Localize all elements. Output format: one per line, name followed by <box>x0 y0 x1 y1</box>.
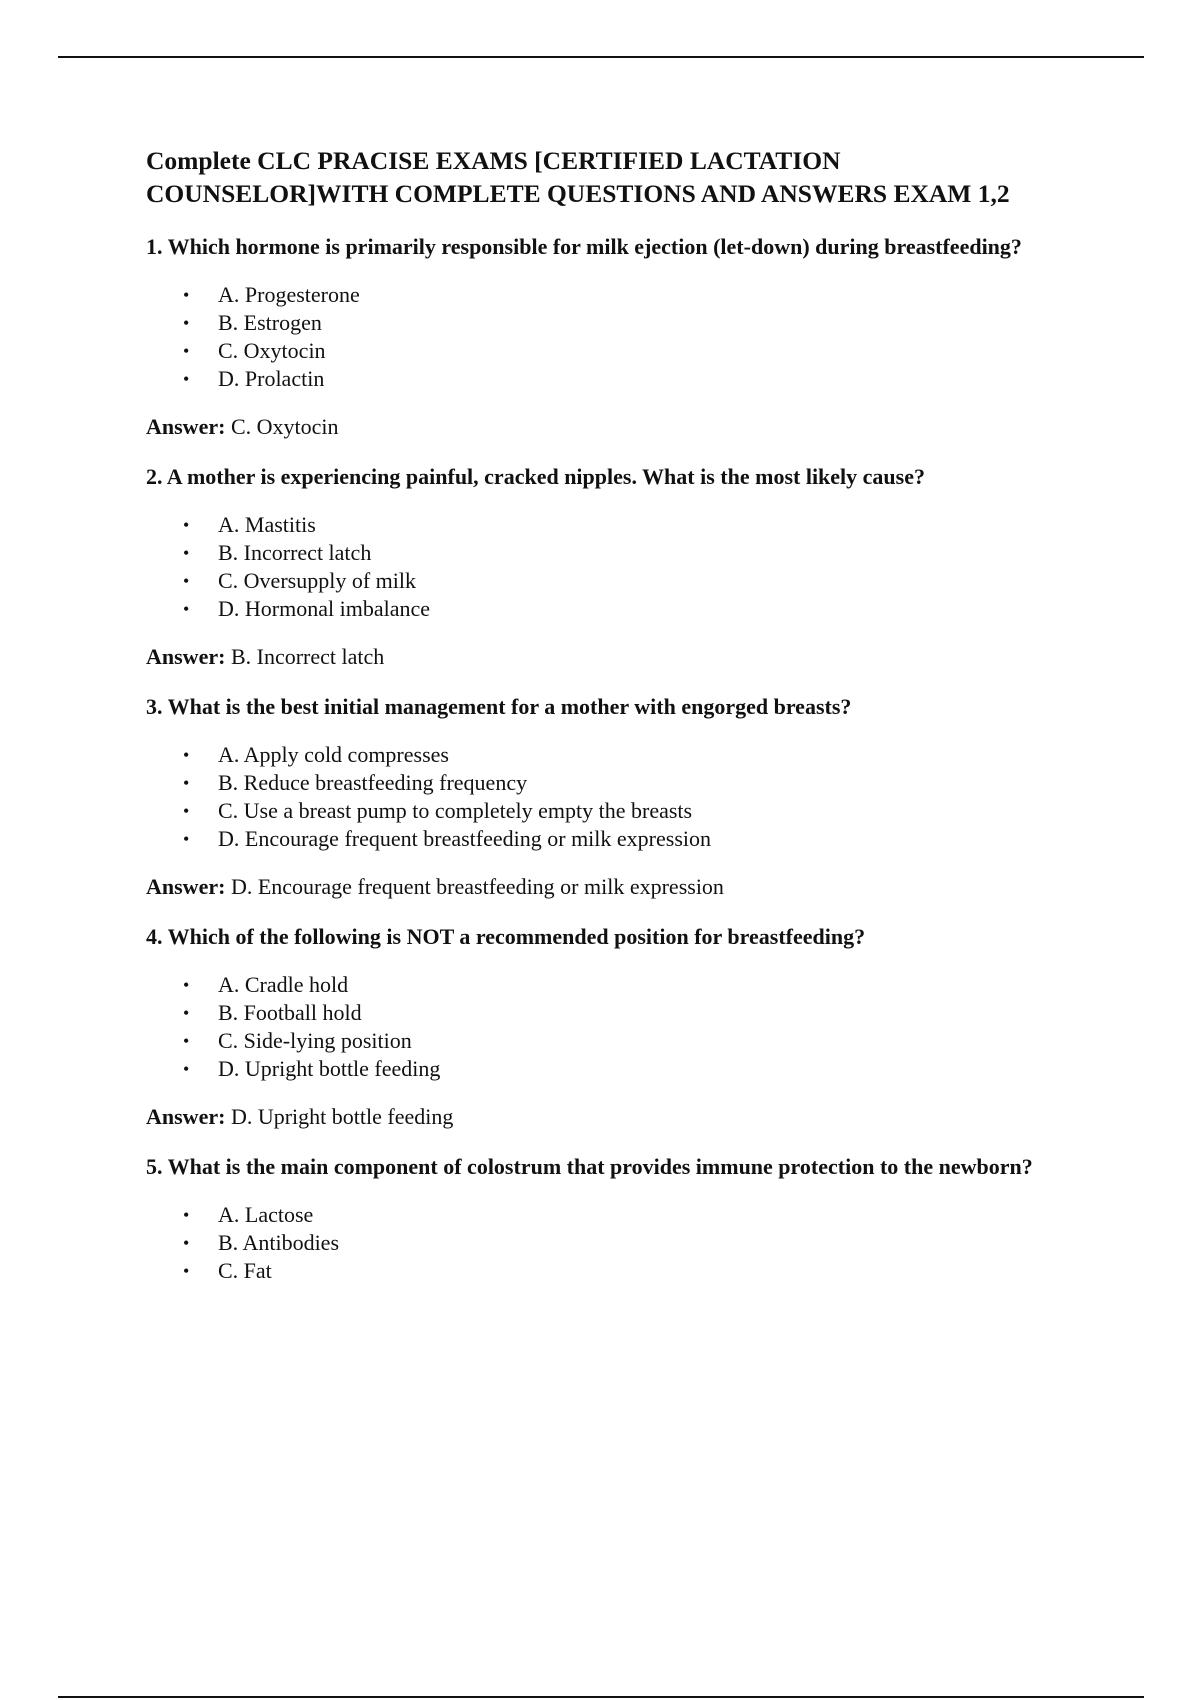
option-label: C. Side-lying position <box>218 1028 412 1053</box>
bullet-icon: • <box>183 1059 190 1079</box>
option-item <box>146 769 1136 797</box>
bullet-icon: • <box>183 829 190 849</box>
option-list <box>146 971 1136 1083</box>
document-body <box>146 144 1136 1305</box>
option-list <box>146 511 1136 623</box>
question-text: 1. Which hormone is primarily responsible for milk ejection (let-down) during breastfeeding? <box>146 234 1022 259</box>
option-item <box>146 595 1136 623</box>
bullet-icon: • <box>183 515 190 535</box>
question-text: 5. What is the main component of colostrum that provides immune protection to the newborn? <box>146 1154 1033 1179</box>
bullet-icon: • <box>183 571 190 591</box>
answer-line <box>146 643 1136 671</box>
bullet-icon: • <box>183 1261 190 1281</box>
bullet-icon: • <box>183 975 190 995</box>
answer-value: D. Encourage frequent breastfeeding or milk expression <box>230 874 724 899</box>
answer-label: Answer: <box>146 1104 226 1129</box>
answer-label: Answer: <box>146 874 226 899</box>
answer-line <box>146 413 1136 441</box>
option-item <box>146 999 1136 1027</box>
option-item <box>146 825 1136 853</box>
option-item <box>146 1027 1136 1055</box>
document-title <box>146 144 1136 210</box>
option-item <box>146 1201 1136 1229</box>
bullet-icon: • <box>183 369 190 389</box>
bullet-icon: • <box>183 1031 190 1051</box>
answer-line <box>146 873 1136 901</box>
option-item <box>146 1229 1136 1257</box>
page-top-rule <box>58 56 1144 58</box>
bullet-icon: • <box>183 313 190 333</box>
bullet-icon: • <box>183 543 190 563</box>
question-4 <box>146 923 1136 1131</box>
option-item <box>146 281 1136 309</box>
option-label: A. Progesterone <box>218 282 360 307</box>
option-label: C. Oversupply of milk <box>218 568 416 593</box>
question-5 <box>146 1153 1136 1285</box>
answer-value: C. Oxytocin <box>230 414 339 439</box>
option-label: A. Apply cold compresses <box>218 742 449 767</box>
page-bottom-rule <box>58 1696 1144 1698</box>
question-text: 4. Which of the following is NOT a recommended position for breastfeeding? <box>146 924 866 949</box>
document-title-line-1: Complete CLC PRACISE EXAMS [CERTIFIED LACTATION <box>146 146 841 175</box>
option-item <box>146 1055 1136 1083</box>
document-title-line-2: COUNSELOR]WITH COMPLETE QUESTIONS AND ANSWERS EXAM 1,2 <box>146 179 1010 208</box>
option-list <box>146 741 1136 853</box>
option-list <box>146 281 1136 393</box>
option-label: C. Oxytocin <box>218 338 326 363</box>
question-1 <box>146 233 1136 441</box>
option-label: B. Incorrect latch <box>218 540 372 565</box>
option-item <box>146 971 1136 999</box>
option-label: B. Antibodies <box>218 1230 340 1255</box>
option-item <box>146 511 1136 539</box>
option-item <box>146 365 1136 393</box>
option-item <box>146 797 1136 825</box>
option-label: C. Use a breast pump to completely empty the breasts <box>218 798 693 823</box>
question-text: 2. A mother is experiencing painful, cracked nipples. What is the most likely cause? <box>146 464 925 489</box>
option-label: D. Encourage frequent breastfeeding or milk expression <box>218 826 711 851</box>
option-label: D. Prolactin <box>218 366 325 391</box>
answer-label: Answer: <box>146 414 226 439</box>
option-label: C. Fat <box>218 1258 272 1283</box>
option-item <box>146 539 1136 567</box>
option-item <box>146 337 1136 365</box>
option-item <box>146 309 1136 337</box>
option-list <box>146 1201 1136 1285</box>
option-label: B. Reduce breastfeeding frequency <box>218 770 528 795</box>
bullet-icon: • <box>183 745 190 765</box>
option-label: A. Mastitis <box>218 512 316 537</box>
question-3 <box>146 693 1136 901</box>
option-label: A. Lactose <box>218 1202 314 1227</box>
bullet-icon: • <box>183 1205 190 1225</box>
bullet-icon: • <box>183 285 190 305</box>
bullet-icon: • <box>183 341 190 361</box>
question-2 <box>146 463 1136 671</box>
bullet-icon: • <box>183 1003 190 1023</box>
question-text: 3. What is the best initial management for a mother with engorged breasts? <box>146 694 852 719</box>
bullet-icon: • <box>183 801 190 821</box>
bullet-icon: • <box>183 773 190 793</box>
answer-line <box>146 1103 1136 1131</box>
answer-label: Answer: <box>146 644 226 669</box>
answer-value: B. Incorrect latch <box>230 644 385 669</box>
option-label: A. Cradle hold <box>218 972 349 997</box>
answer-value: D. Upright bottle feeding <box>230 1104 454 1129</box>
option-label: D. Hormonal imbalance <box>218 596 430 621</box>
bullet-icon: • <box>183 599 190 619</box>
option-label: D. Upright bottle feeding <box>218 1056 441 1081</box>
option-label: B. Estrogen <box>218 310 322 335</box>
option-item <box>146 1257 1136 1285</box>
option-label: B. Football hold <box>218 1000 362 1025</box>
option-item <box>146 741 1136 769</box>
option-item <box>146 567 1136 595</box>
bullet-icon: • <box>183 1233 190 1253</box>
